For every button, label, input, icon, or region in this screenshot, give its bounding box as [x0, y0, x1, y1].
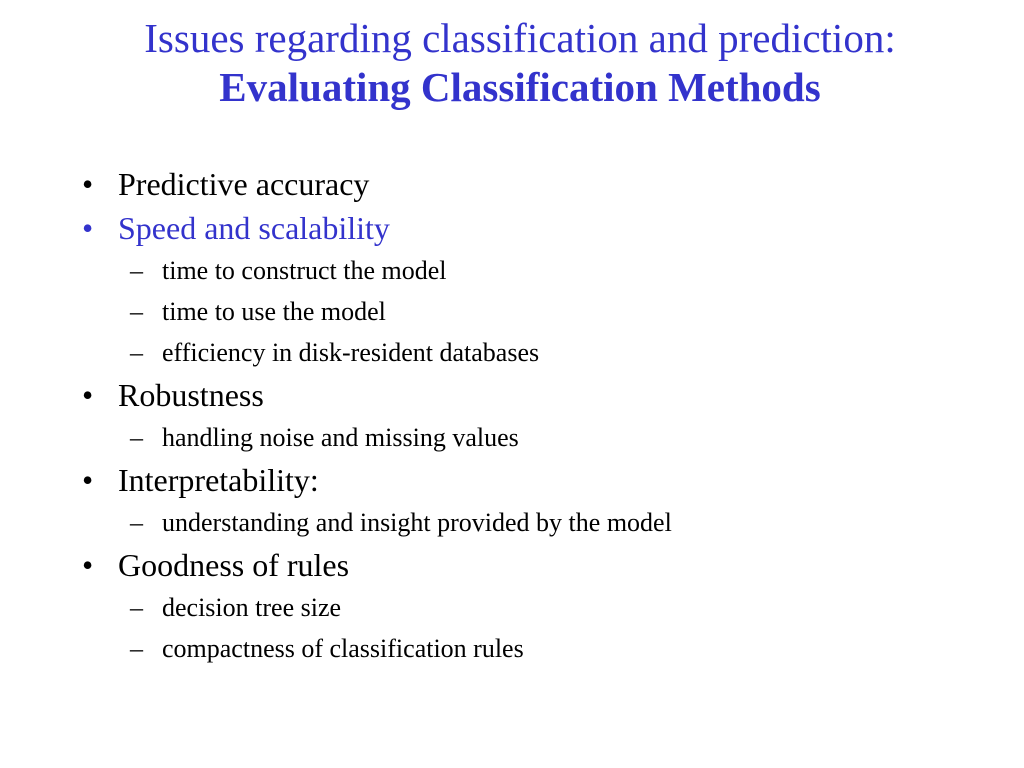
sub-text: time to construct the model [162, 256, 447, 285]
slide-title [20, 14, 1020, 112]
title-line-2: Evaluating Classification Methods [219, 64, 821, 111]
bullet-text: Speed and scalability [118, 210, 390, 246]
sub-item [130, 417, 1002, 458]
sub-text: compactness of classification rules [162, 634, 524, 663]
bullet-marker: • [82, 377, 94, 413]
sub-item [130, 628, 1002, 669]
sub-text: understanding and insight provided by the model [162, 508, 672, 537]
sub-marker: – [130, 256, 143, 285]
sub-item [130, 587, 1002, 628]
bullet-item [82, 543, 1002, 587]
bullet-marker: • [82, 166, 94, 202]
bullet-text: Robustness [118, 377, 264, 413]
sub-item [130, 291, 1002, 332]
sub-text: handling noise and missing values [162, 423, 519, 452]
bullet-text: Interpretability: [118, 462, 319, 498]
bullet-list [82, 162, 1002, 669]
sub-marker: – [130, 297, 143, 326]
bullet-item [82, 206, 1002, 250]
bullet-marker: • [82, 462, 94, 498]
sub-text: efficiency in disk-resident databases [162, 338, 540, 367]
sub-marker: – [130, 508, 143, 537]
bullet-item [82, 373, 1002, 417]
bullet-text: Predictive accuracy [118, 166, 370, 202]
bullet-item [82, 162, 1002, 206]
bullet-marker: • [82, 547, 94, 583]
sub-text: decision tree size [162, 593, 342, 622]
bullet-marker: • [82, 210, 94, 246]
sub-item [130, 332, 1002, 373]
bullet-text: Goodness of rules [118, 547, 350, 583]
bullet-item [82, 458, 1002, 502]
sub-marker: – [130, 423, 143, 452]
sub-item [130, 250, 1002, 291]
title-line-1: Issues regarding classification and prediction: [144, 15, 896, 61]
sub-text: time to use the model [162, 297, 386, 326]
sub-marker: – [130, 634, 143, 663]
sub-marker: – [130, 338, 143, 367]
sub-marker: – [130, 593, 143, 622]
sub-item [130, 502, 1002, 543]
